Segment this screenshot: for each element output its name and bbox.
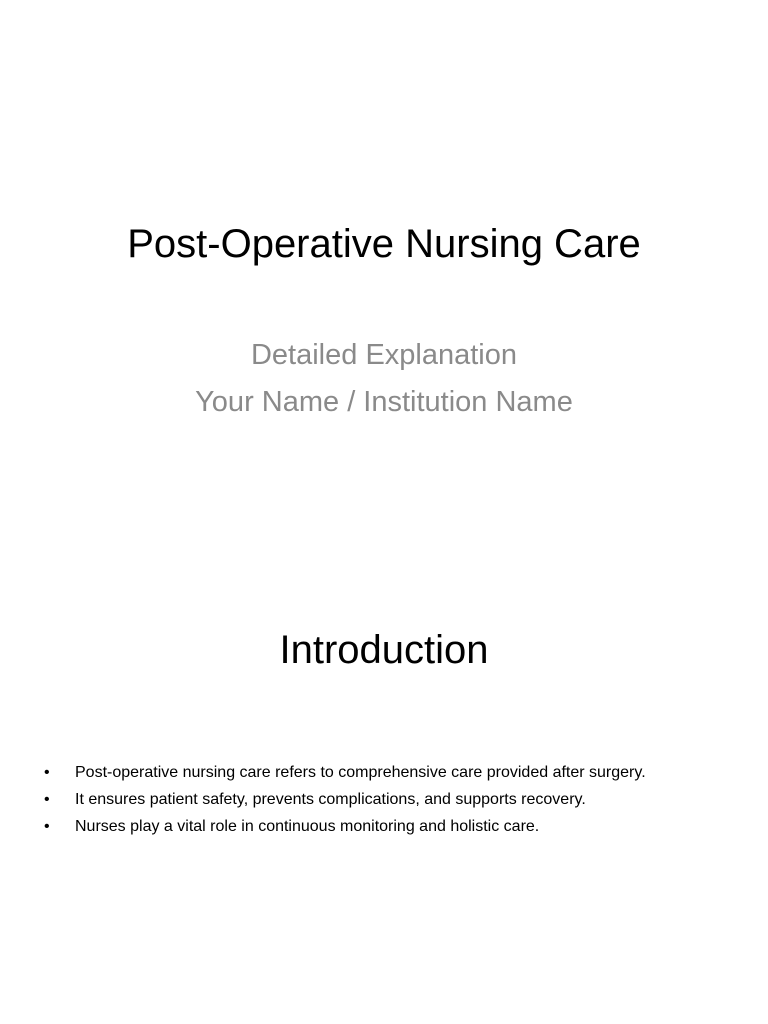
bullet-icon: •	[44, 818, 50, 835]
slide-subtitle	[0, 332, 768, 426]
subtitle-line-description: Detailed Explanation	[250, 339, 517, 371]
bullet-text: Nurses play a vital role in continuous monitoring and holistic care.	[75, 818, 540, 835]
bullet-item	[44, 786, 744, 813]
slide-title: Introduction	[279, 628, 489, 672]
bullet-item	[44, 813, 744, 840]
bullet-list	[44, 759, 744, 840]
bullet-text: It ensures patient safety, prevents complications, and supports recovery.	[75, 791, 586, 808]
bullet-item	[44, 759, 744, 786]
bullet-icon: •	[44, 764, 50, 781]
slide-title: Post-Operative Nursing Care	[127, 222, 641, 266]
bullet-text: Post-operative nursing care refers to comprehensive care provided after surgery.	[75, 764, 646, 781]
subtitle-line-author: Your Name / Institution Name	[195, 386, 573, 418]
introduction-slide	[0, 512, 768, 1024]
bullet-icon: •	[44, 791, 50, 808]
